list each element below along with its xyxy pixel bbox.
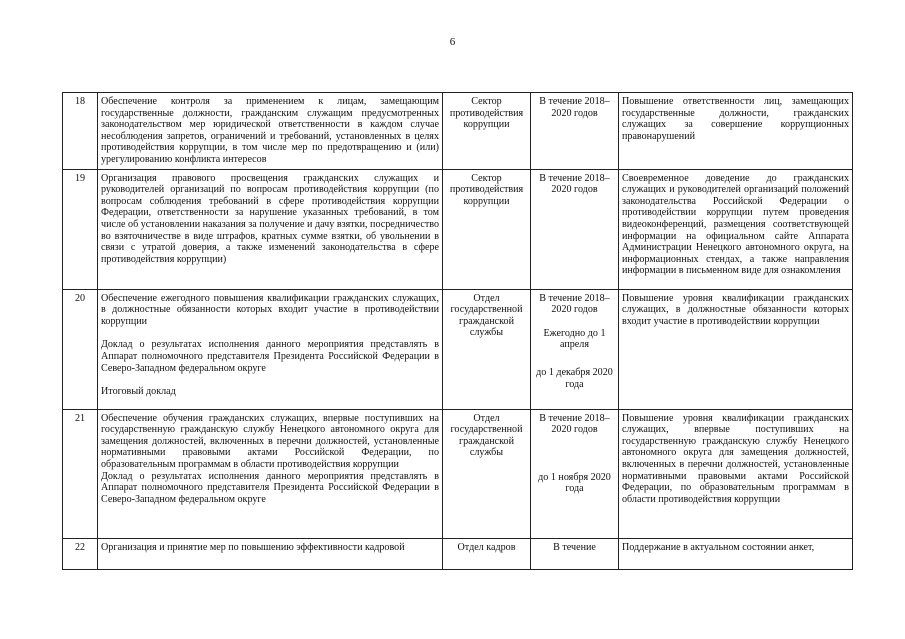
table-row: [63, 289, 853, 409]
table-row: [63, 93, 853, 170]
term-final-text: до 1 ноября 2020 года: [538, 471, 611, 495]
result-cell: Повышение уровня квалификации гражданских служащих, впервые поступивших на государственную гражданскую службу Ненецкого автономного округа для замещения должностей, включенных в перечни должностей, установленные нормативными правовыми актами Российской Федерации, по образовательным программам в области противодействия коррупции: [619, 409, 853, 538]
row-number: 18: [63, 93, 98, 170]
table-row: [63, 409, 853, 538]
term-text: В течение 2018–2020 годов: [539, 172, 610, 196]
term-final-text: до 1 декабря 2020 года: [536, 366, 613, 390]
action-text: Обеспечение ежегодного повышения квалификации гражданских служащих, в должностные обязанности которых входит участие в противодействии коррупции: [101, 292, 439, 327]
term-text: В течение 2018–2020 годов: [539, 292, 610, 316]
responsible-cell: Сектор противодействия коррупции: [443, 93, 531, 170]
action-cell: [98, 93, 443, 170]
anticorruption-plan-table: [62, 92, 853, 570]
responsible-cell: Отдел государственной гражданской службы: [443, 289, 531, 409]
term-text: В течение 2018–2020 годов: [539, 96, 610, 119]
row-number: 19: [63, 169, 98, 289]
responsible-cell: Отдел государственной гражданской службы: [443, 409, 531, 538]
action-text: Обеспечение контроля за применением к лицам, замещающим государственные должности, гражданским служащим предусмотренных законодательством мер юридической ответственности в каждом случае несоблюдения запретов, ограничений и требований, установленных в целях противодействия коррупции, в том числе мер по предотвращению и (или) урегулированию конфликта интересов: [101, 96, 439, 165]
result-cell: Повышение уровня квалификации гражданских служащих, в должностные обязанности которых входит участие в противодействии коррупции: [619, 289, 853, 409]
result-cell: Своевременное доведение до гражданских служащих и руководителей организаций положений законодательства Российской Федерации о противодействии коррупции путем проведения видеоконференций, размещения соответствующей информации на официальном сайте Аппарата Администрации Ненецкого автономного округа, на информационных стендах, а также направления информации в письменном виде для ознакомления: [619, 169, 853, 289]
result-cell: Повышение ответственности лиц, замещающих государственные должности, гражданских служащих за совершение коррупционных правонарушений: [619, 93, 853, 170]
final-report-text: Итоговый доклад: [101, 386, 176, 398]
report-text: Доклад о результатах исполнения данного мероприятия представлять в Аппарат полномочного представителя Президента Российской Федерации в Северо-Западном федеральном округе: [101, 470, 439, 505]
page-number: 6: [449, 36, 456, 48]
responsible-cell: Сектор противодействия коррупции: [443, 169, 531, 289]
row-number: 21: [63, 409, 98, 538]
row-number: 22: [63, 538, 98, 569]
responsible-cell: Отдел кадров: [443, 538, 531, 569]
term-cell: [531, 289, 619, 409]
action-text: Организация правового просвещения гражданских служащих и руководителей организаций по вопросам противодействия коррупции (по вопросам соблюдения требований в сфере противодействия коррупции Федерации, ответственности за нарушение указанных требований, в том числе об установлении наказания за получение и дачу взятки, посредничество во взяточничестве в виде штрафов, кратных сумме взятки, об увольнении в связи с утратой доверия, а также изменений законодательства в сфере противодействия коррупции): [101, 172, 439, 265]
row-number: 20: [63, 289, 98, 409]
table-row: [63, 169, 853, 289]
action-text: Обеспечение обучения гражданских служащих, впервые поступивших на государственную гражданскую службу Ненецкого автономного округа для замещения должностей, включенных в перечни должностей, установленные нормативными правовыми актами Российской Федерации, по образовательным программам в области противодействия коррупции: [101, 412, 439, 470]
action-text: Организация и принятие мер по повышению эффективности кадровой: [101, 541, 405, 553]
term-text: В течение 2018–2020 годов: [539, 412, 610, 436]
term-cell: [531, 93, 619, 170]
term-text: В течение: [553, 541, 596, 553]
report-text: Доклад о результатах исполнения данного мероприятия представлять в Аппарат полномочного представителя Президента Российской Федерации в Северо-Западном федеральном округе: [101, 339, 439, 374]
table-row: [63, 538, 853, 569]
term-annual-text: Ежегодно до 1 апреля: [543, 327, 606, 351]
action-cell: [98, 289, 443, 409]
action-cell: [98, 538, 443, 569]
result-cell: Поддержание в актуальном состоянии анкет,: [619, 538, 853, 569]
action-cell: [98, 169, 443, 289]
term-cell: [531, 409, 619, 538]
term-cell: [531, 169, 619, 289]
action-cell: [98, 409, 443, 538]
term-cell: [531, 538, 619, 569]
